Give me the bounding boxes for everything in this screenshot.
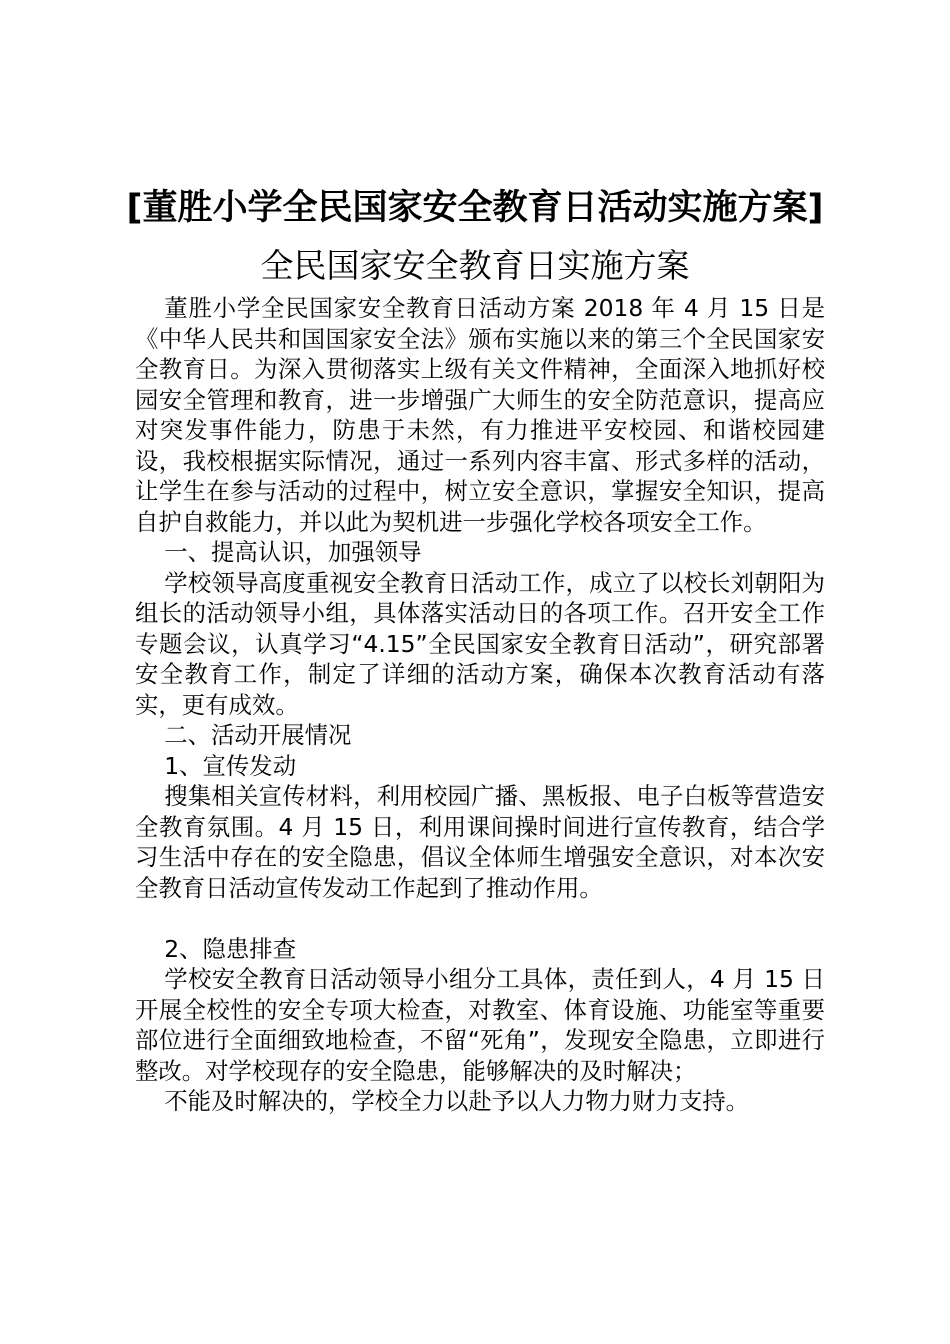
document-title: [董胜小学全民国家安全教育日活动实施方案] <box>126 188 824 228</box>
intro-paragraph: 董胜小学全民国家安全教育日活动方案 2018 年 4 月 15 日是《中华人民共和国国家安全法》颁布实施以来的第三个全民国家安全教育日。为深入贯彻落实上级有关文件精神，全面深入地抓好校园安全管理和教育，进一步增强广大师生的安全防范意识，提高应对突发事件能力，防患于未然，有力推进平安校园、和谐校园建设，我校根据实际情况，通过一系列内容丰富、形式多样的活动，让学生在参与活动的过程中，树立安全意识，掌握安全知识，提高自护自救能力，并以此为契机进一步强化学校各项安全工作。 <box>135 294 825 536</box>
item-2-heading: 2、隐患排查 <box>164 934 297 963</box>
document-body <box>135 293 825 1117</box>
item-1-paragraph: 搜集相关宣传材料，利用校园广播、黑板报、电子白板等营造安全教育氛围。4 月 15 日，利用课间操时间进行宣传教育，结合学习生活中存在的安全隐患，倡议全体师生增强安全意识，对本次安全教育日活动宣传发动工作起到了推动作用。 <box>135 782 825 902</box>
paragraph-spacer <box>135 903 825 934</box>
item-2-paragraph: 学校安全教育日活动领导小组分工具体，责任到人，4 月 15 日开展全校性的安全专项大检查，对教室、体育设施、功能室等重要部位进行全面细致地检查，不留“死角”，发现安全隐患，立即进行整改。对学校现存的安全隐患，能够解决的及时解决； <box>135 965 825 1085</box>
section-1-heading: 一、提高认识，加强领导 <box>164 538 422 566</box>
item-1-heading: 1、宣传发动 <box>164 751 297 780</box>
document-subtitle: 全民国家安全教育日实施方案 <box>260 246 690 285</box>
item-2-paragraph-continued: 不能及时解决的，学校全力以赴予以人力物力财力支持。 <box>164 1087 750 1115</box>
section-1-paragraph: 学校领导高度重视安全教育日活动工作，成立了以校长刘朝阳为组长的活动领导小组，具体落实活动日的各项工作。召开安全工作专题会议，认真学习“4.15”全民国家安全教育日活动”，研究部署安全教育工作，制定了详细的活动方案，确保本次教育活动有落实，更有成效。 <box>135 568 825 719</box>
section-2-heading: 二、活动开展情况 <box>164 721 352 749</box>
